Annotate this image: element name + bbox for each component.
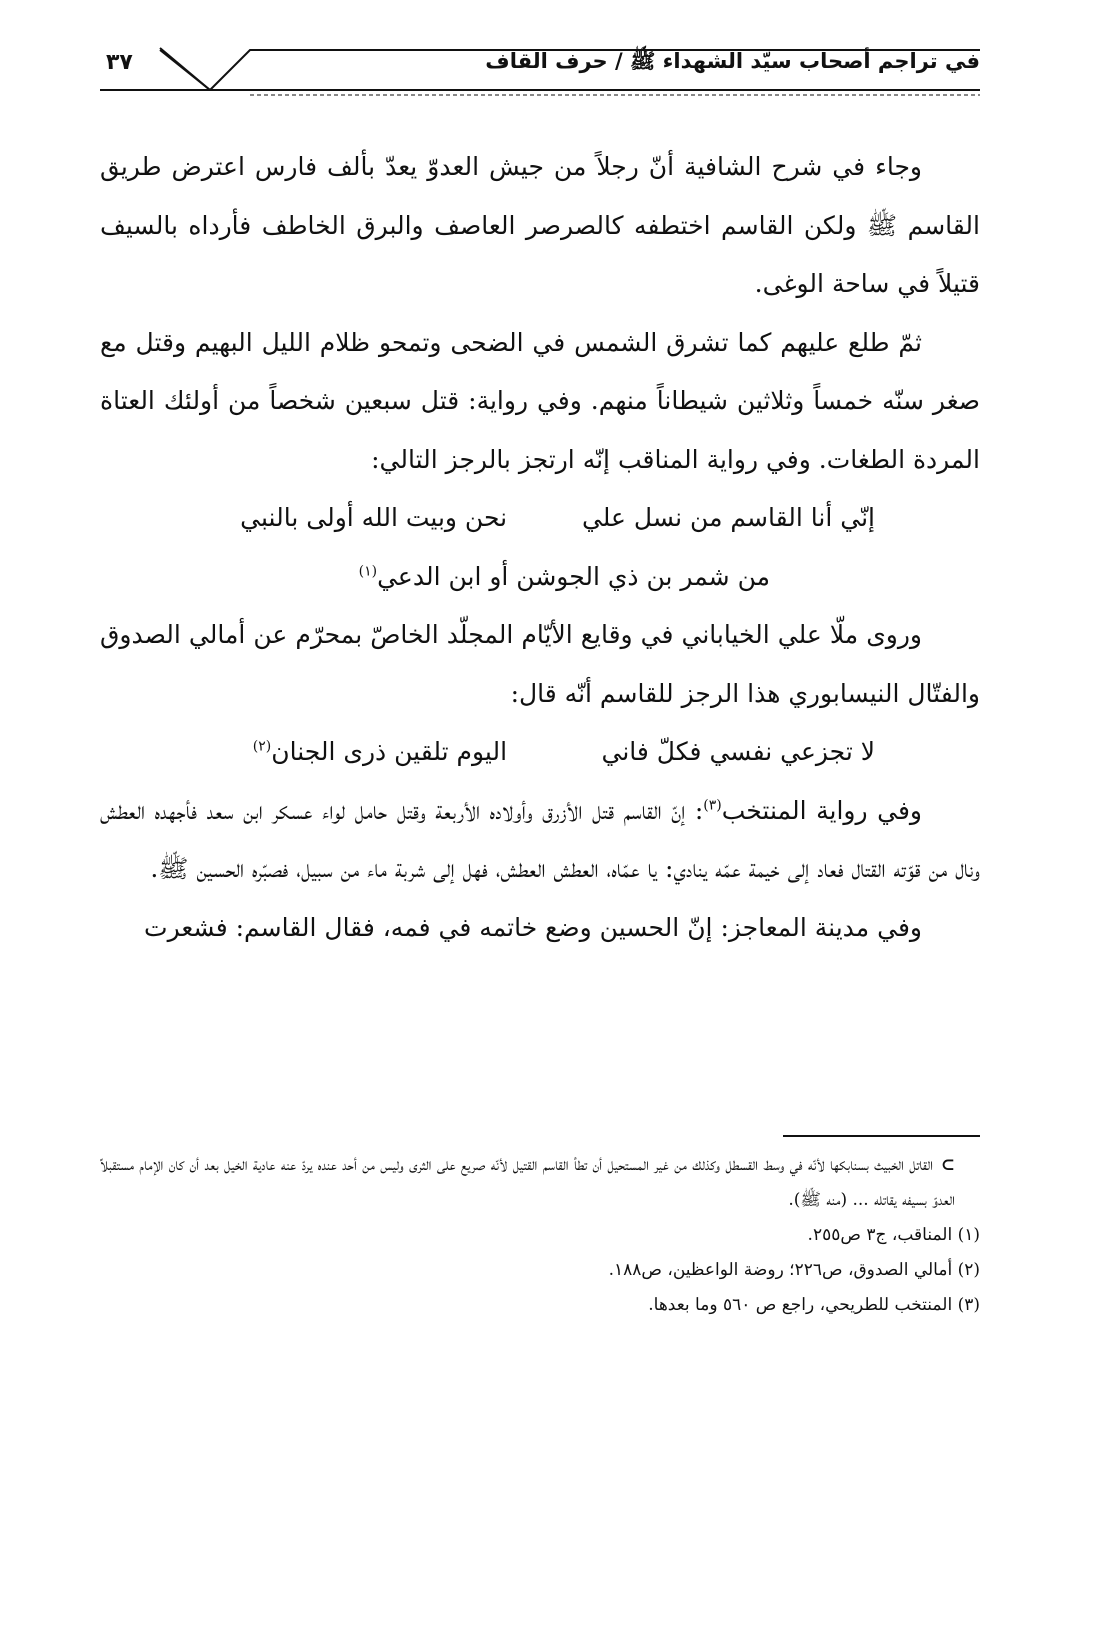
footnote-1: (١) المناقب، ج٣ ص٢٥٥. xyxy=(807,1225,980,1245)
paragraph-4 xyxy=(100,782,980,899)
paragraph-4-rest: : إنّ القاسم قتل الأزرق وأولاده الأربعة وقتل حامل لواء عسكر ابن سعد فأجهده العطش ونال من قوّته القتال فعاد إلى خيمة عمّه ينادي: يا عمّاه، العطش العطش، فهل إلى شربة ماء من سبيل، فصبّره الحسين ﷺ. xyxy=(100,795,980,883)
footnote-continuation xyxy=(100,1148,980,1218)
footnote-3: (٣) المنتخب للطريحي، راجع ص ٥٦٠ وما بعدها. xyxy=(648,1295,980,1315)
poem-verse-2 xyxy=(100,548,980,607)
verse-2-text: من شمر بن ذي الجوشن أو ابن الدعي xyxy=(377,561,770,591)
page-number: ٣٧ xyxy=(106,50,133,75)
footnote-ref-2[interactable]: (٢) xyxy=(252,738,272,755)
running-header-title: في تراجم أصحاب سيّد الشهداء ﷺ / حرف القاف xyxy=(485,49,980,73)
verse-3-second-text: اليوم تلقين ذرى الجنان xyxy=(271,737,508,766)
verse-1-first-hemistich: إنّي أنا القاسم من نسل علي xyxy=(581,503,875,532)
footnote-ref-1[interactable]: (١) xyxy=(358,563,378,580)
paragraph-2: ثمّ طلع عليهم كما تشرق الشمس في الضحى وتمحو ظلام الليل البهيم وقتل مع صغر سنّه خمساً وثلاثين شيطاناً منهم. وفي رواية: قتل سبعين شخصاً من أولئك العتاة المردة الطغات. وفي رواية المناقب إنّه ارتجز بالرجز التالي: xyxy=(100,327,980,474)
verse-3-second-hemistich xyxy=(253,723,507,782)
poem-verse-3 xyxy=(100,723,980,782)
footnote-separator xyxy=(783,1135,980,1137)
continuation-arrow-icon: ⊃ xyxy=(940,1155,955,1175)
paragraph-1: وجاء في شرح الشافية أنّ رجلاً من جيش العدوّ يعدّ بألف فارس اعترض طريق القاسم ﷺ ولكن القاسم اختطفه كالصرصر العاصف والبرق الخاطف فأرداه بالسيف قتيلاً في ساحة الوغى. xyxy=(100,152,980,298)
paragraph-3: وروى ملّا علي الخياباني في وقايع الأيّام المجلّد الخاصّ بمحرّم عن أمالي الصدوق والفتّال النيسابوري هذا الرجز للقاسم أنّه قال: xyxy=(100,620,980,708)
footnote-continuation-text: القاتل الخبيث بسنابكها لأنّه في وسط القسطل وكذلك من غير المستحيل أن تطأ القاسم القتيل لأنّه صريع على الثرى وليس من أحد عنده يردّ عنه عادية الخيل بعد أن كان الإمام مستقبلاً العدوّ بسيفه يقاتله ... (منه ﷺ). xyxy=(99,1155,955,1210)
paragraph-4-start: وفي رواية المنتخب xyxy=(721,795,922,825)
verse-3-first-hemistich: لا تجزعي نفسي فكلّ فاني xyxy=(601,737,875,766)
poem-verse-1 xyxy=(100,489,980,548)
footnote-ref-3[interactable]: (٣) xyxy=(703,797,722,814)
verse-1-second-hemistich: نحن وبيت الله أولى بالنبي xyxy=(240,503,508,532)
footnote-2: (٢) أمالي الصدوق، ص٢٢٦؛ روضة الواعظين، ص١٨٨. xyxy=(608,1260,980,1280)
paragraph-5: وفي مدينة المعاجز: إنّ الحسين وضع خاتمه في فمه، فقال القاسم: فشعرت xyxy=(144,912,922,942)
page-header xyxy=(100,40,980,100)
main-text xyxy=(100,138,980,957)
footnotes xyxy=(100,1148,980,1323)
